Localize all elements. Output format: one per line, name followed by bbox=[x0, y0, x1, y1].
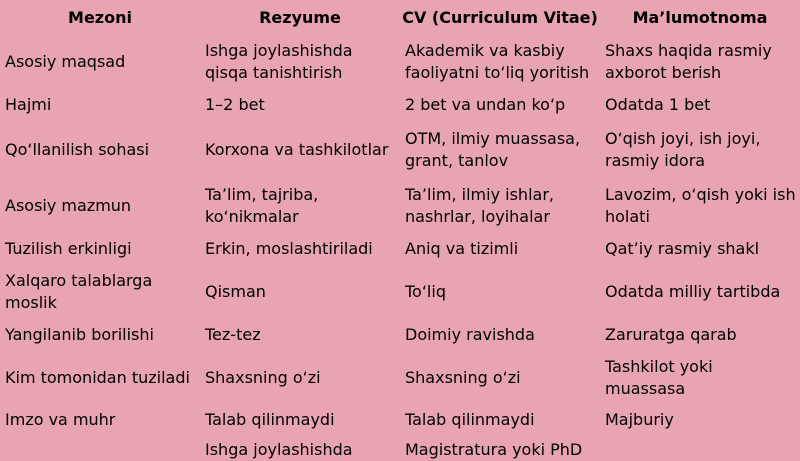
table-cell: Erkin, moslashtiriladi bbox=[205, 239, 373, 258]
table-cell: To‘liq bbox=[405, 282, 446, 301]
table-cell: Ta’lim, tajriba, ko‘nikmalar bbox=[205, 185, 319, 226]
table-row bbox=[0, 407, 800, 433]
table-cell: Shaxsning o‘zi bbox=[405, 368, 521, 387]
table-cell: Yangilanib borilishi bbox=[5, 325, 154, 344]
table-cell: Korxona va tashkilotlar bbox=[205, 140, 389, 159]
table-cell: Qo‘llanilish sohasi bbox=[5, 140, 150, 159]
table-cell: Talab qilinmaydi bbox=[205, 410, 335, 429]
table-row bbox=[0, 268, 800, 316]
table-cell: Doimiy ravishda bbox=[405, 325, 535, 344]
table-cell: Ishga joylashishda qisqa tanishtirish bbox=[205, 41, 353, 82]
table-row-partial bbox=[0, 439, 800, 459]
table-row bbox=[0, 322, 800, 348]
table-cell: Shaxs haqida rasmiy axborot berish bbox=[605, 41, 772, 82]
table-cell: Lavozim, o‘qish yoki ish holati bbox=[605, 185, 796, 226]
header-cv: CV (Curriculum Vitae) bbox=[402, 8, 598, 27]
table-cell: Magistratura yoki PhD bbox=[405, 440, 583, 459]
table-cell bbox=[5, 439, 199, 449]
table-cell: Imzo va muhr bbox=[5, 410, 116, 429]
table-cell: Kim tomonidan tuziladi bbox=[5, 368, 190, 387]
table-row bbox=[0, 126, 800, 174]
table-cell: Tashkilot yoki muassasa bbox=[605, 357, 713, 398]
table-cell: Odatda milliy tartibda bbox=[605, 282, 781, 301]
table-cell bbox=[605, 439, 799, 449]
table-cell: Shaxsning o‘zi bbox=[205, 368, 321, 387]
header-resume: Rezyume bbox=[259, 8, 341, 27]
table-cell: Tez-tez bbox=[205, 325, 261, 344]
table-cell: Tuzilish erkinligi bbox=[5, 239, 132, 258]
table-row bbox=[0, 236, 800, 262]
table-header-row bbox=[0, 4, 800, 32]
table-cell: Asosiy mazmun bbox=[5, 196, 132, 215]
table-cell: Asosiy maqsad bbox=[5, 52, 126, 71]
table-cell: Ishga joylashishda bbox=[205, 440, 353, 459]
table-cell: Aniq va tizimli bbox=[405, 239, 519, 258]
table-cell: Xalqaro talablarga moslik bbox=[5, 271, 153, 312]
table-cell: Talab qilinmaydi bbox=[405, 410, 535, 429]
table-row bbox=[0, 92, 800, 118]
table-cell: Akademik va kasbiy faoliyatni to‘liq yoritish bbox=[405, 41, 590, 82]
table-cell: Qisman bbox=[205, 282, 266, 301]
table-cell: Zaruratga qarab bbox=[605, 325, 737, 344]
table-row bbox=[0, 354, 800, 402]
table-cell: O‘qish joyi, ish joyi, rasmiy idora bbox=[605, 129, 761, 170]
table-row bbox=[0, 182, 800, 230]
table-cell: Ta’lim, ilmiy ishlar, nashrlar, loyihalar bbox=[405, 185, 554, 226]
table-cell: OTM, ilmiy muassasa, grant, tanlov bbox=[405, 129, 581, 170]
table-cell: Odatda 1 bet bbox=[605, 95, 711, 114]
header-criterion: Mezoni bbox=[68, 8, 132, 27]
table-row bbox=[0, 38, 800, 86]
table-cell: Majburiy bbox=[605, 410, 674, 429]
header-reference: Ma’lumotnoma bbox=[632, 8, 768, 27]
table-cell: 2 bet va undan ko‘p bbox=[405, 95, 566, 114]
table-cell: Hajmi bbox=[5, 95, 52, 114]
table-cell: 1–2 bet bbox=[205, 95, 265, 114]
table-cell: Qat’iy rasmiy shakl bbox=[605, 239, 760, 258]
